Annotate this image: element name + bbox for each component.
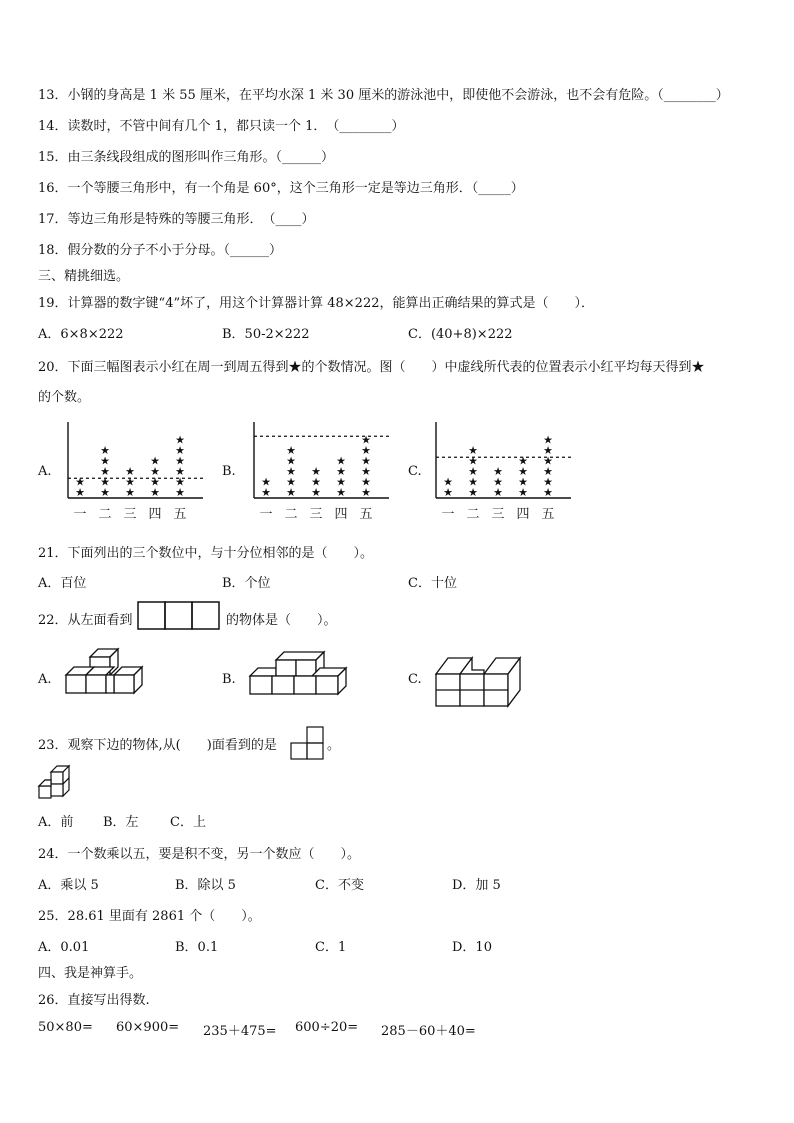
q23-option-a[interactable]: A．前 [38,815,74,830]
q23-option-b[interactable]: B．左 [103,815,139,830]
star-mark: ★ [261,475,271,489]
star-mark: ★ [518,454,528,468]
star-mark: ★ [311,486,321,499]
question-15: 15．由三条线段组成的图形叫作三角形。（______） [38,150,335,165]
q21-option-c[interactable]: C．十位 [408,576,457,591]
question-22-stem-after: 的物体是（ ）。 [226,613,337,628]
star-mark: ★ [286,444,296,457]
q20-star-chart-a [60,418,210,526]
day-tick-label: 四 [334,507,348,522]
star-mark: ★ [543,475,553,489]
q22-option-c-label[interactable]: C. [408,672,422,687]
q25-option-b[interactable]: B．0.1 [175,940,219,955]
star-mark: ★ [175,486,185,499]
q19-option-a[interactable]: A．6×8×222 [38,327,124,342]
question-20-stem-line2: 的个数。 [38,390,91,405]
q22-option-c-cubes [432,654,528,710]
star-mark: ★ [361,454,371,468]
star-mark: ★ [125,475,135,489]
star-mark: ★ [100,486,110,499]
star-mark: ★ [175,465,185,478]
q22-left-view-figure [137,601,223,631]
star-mark: ★ [361,444,371,457]
star-mark: ★ [75,475,85,489]
star-mark: ★ [518,465,528,478]
q25-option-c[interactable]: C．1 [315,940,347,955]
question-13: 13．小钢的身高是 1 米 55 厘米，在平均水深 1 米 30 厘米的游泳池中，即使他不会游泳，也不会有危险。（________） [38,88,729,103]
star-mark: ★ [150,454,160,468]
question-20-stem-line1: 20．下面三幅图表示小红在周一到周五得到★的个数情况。图（ ）中虚线所代表的位置表示小红平均每天得到★ [38,360,705,375]
star-mark: ★ [150,475,160,489]
question-18: 18．假分数的分子不小于分母。（______） [38,243,283,258]
star-mark: ★ [361,486,371,499]
star-mark: ★ [493,465,503,478]
q26-item-1: 50×80= [38,1020,93,1035]
star-mark: ★ [468,454,478,468]
question-17: 17．等边三角形是特殊的等腰三角形． （____） [38,212,315,227]
star-mark: ★ [468,475,478,489]
question-23-stem-before: 23．观察下边的物体,从( )面看到的是 [38,738,277,753]
q26-item-5: 285－60＋40= [381,1024,476,1039]
star-mark: ★ [468,465,478,478]
day-tick-label: 二 [284,507,298,522]
star-mark: ★ [518,486,528,499]
star-mark: ★ [336,465,346,478]
q21-option-b[interactable]: B．个位 [222,576,271,591]
q20-star-chart-c [428,418,578,526]
star-mark: ★ [336,486,346,499]
q22-option-b-label[interactable]: B. [222,672,236,687]
question-16: 16．一个等腰三角形中，有一个角是 60°，这个三角形一定是等边三角形．（_____） [38,181,524,196]
question-24-stem: 24．一个数乘以五，要是积不变，另一个数应（ ）。 [38,847,361,862]
q19-option-b[interactable]: B．50-2×222 [222,327,310,342]
q23-option-c[interactable]: C．上 [170,815,206,830]
question-21-stem: 21．下面列出的三个数位中，与十分位相邻的是（ ）。 [38,546,374,561]
q20-option-a-label[interactable]: A. [38,464,52,479]
star-mark: ★ [361,465,371,478]
star-mark: ★ [361,433,371,447]
q22-option-b-cubes [246,650,352,698]
section-heading-4: 四、我是神算手。 [38,966,143,981]
day-tick-label: 五 [173,507,187,522]
q20-option-b-label[interactable]: B. [222,464,236,479]
day-tick-label: 四 [516,507,530,522]
question-22-stem-before: 22．从左面看到 [38,613,133,628]
star-mark: ★ [286,454,296,468]
day-tick-label: 三 [309,507,323,522]
star-mark: ★ [100,454,110,468]
q21-option-a[interactable]: A．百位 [38,576,87,591]
day-tick-label: 二 [98,507,112,522]
day-tick-label: 一 [73,507,87,522]
question-26-stem: 26．直接写出得数. [38,993,150,1008]
star-mark: ★ [543,433,553,447]
q26-item-4: 600÷20= [295,1020,359,1035]
star-mark: ★ [311,465,321,478]
star-mark: ★ [361,475,371,489]
star-mark: ★ [175,454,185,468]
star-mark: ★ [286,465,296,478]
day-tick-label: 一 [259,507,273,522]
star-mark: ★ [468,486,478,499]
star-mark: ★ [100,444,110,457]
q25-option-a[interactable]: A．0.01 [38,940,90,955]
star-mark: ★ [493,486,503,499]
star-mark: ★ [175,433,185,447]
question-19-stem: 19．计算器的数字键“4”坏了，用这个计算器计算 48×222，能算出正确结果的算式是（ ）． [38,296,594,311]
star-mark: ★ [543,486,553,499]
q24-option-c[interactable]: C．不变 [315,878,364,893]
star-mark: ★ [336,454,346,468]
star-mark: ★ [175,444,185,457]
section-heading-3: 三、精挑细选。 [38,269,130,284]
question-25-stem: 25．28.61 里面有 2861 个（ ）。 [38,909,261,924]
q24-option-b[interactable]: B．除以 5 [175,878,236,893]
star-mark: ★ [100,465,110,478]
star-mark: ★ [125,486,135,499]
q22-option-a-cubes [62,645,148,697]
star-mark: ★ [543,465,553,478]
question-14: 14．读数时，不管中间有几个 1，都只读一个 1． （________） [38,119,405,134]
q24-option-a[interactable]: A．乘以 5 [38,878,99,893]
star-mark: ★ [150,465,160,478]
day-tick-label: 三 [491,507,505,522]
star-mark: ★ [150,486,160,499]
day-tick-label: 二 [466,507,480,522]
q23-object-cubes [37,764,73,804]
star-mark: ★ [100,475,110,489]
star-mark: ★ [543,444,553,457]
star-mark: ★ [443,475,453,489]
q25-option-d[interactable]: D．10 [452,940,492,955]
star-mark: ★ [493,475,503,489]
q26-item-3: 235＋475= [203,1024,277,1039]
star-mark: ★ [311,475,321,489]
star-mark: ★ [336,475,346,489]
star-mark: ★ [443,486,453,499]
day-tick-label: 三 [123,507,137,522]
star-mark: ★ [75,486,85,499]
star-mark: ★ [543,454,553,468]
day-tick-label: 四 [148,507,162,522]
q22-option-a-label[interactable]: A. [38,672,52,687]
star-mark: ★ [175,475,185,489]
star-mark: ★ [286,486,296,499]
star-mark: ★ [286,475,296,489]
day-tick-label: 一 [441,507,455,522]
q24-option-d[interactable]: D．加 5 [452,878,501,893]
q19-option-c[interactable]: C．(40+8)×222 [408,327,513,342]
q23-view-figure [290,726,326,760]
q26-item-2: 60×900= [116,1020,180,1035]
star-mark: ★ [125,465,135,478]
star-mark: ★ [261,486,271,499]
day-tick-label: 五 [359,507,373,522]
question-23-stem-after: 。 [327,738,341,753]
star-mark: ★ [468,444,478,457]
star-mark: ★ [518,475,528,489]
q20-star-chart-b [246,418,396,526]
day-tick-label: 五 [541,507,555,522]
q20-option-c-label[interactable]: C. [408,464,422,479]
